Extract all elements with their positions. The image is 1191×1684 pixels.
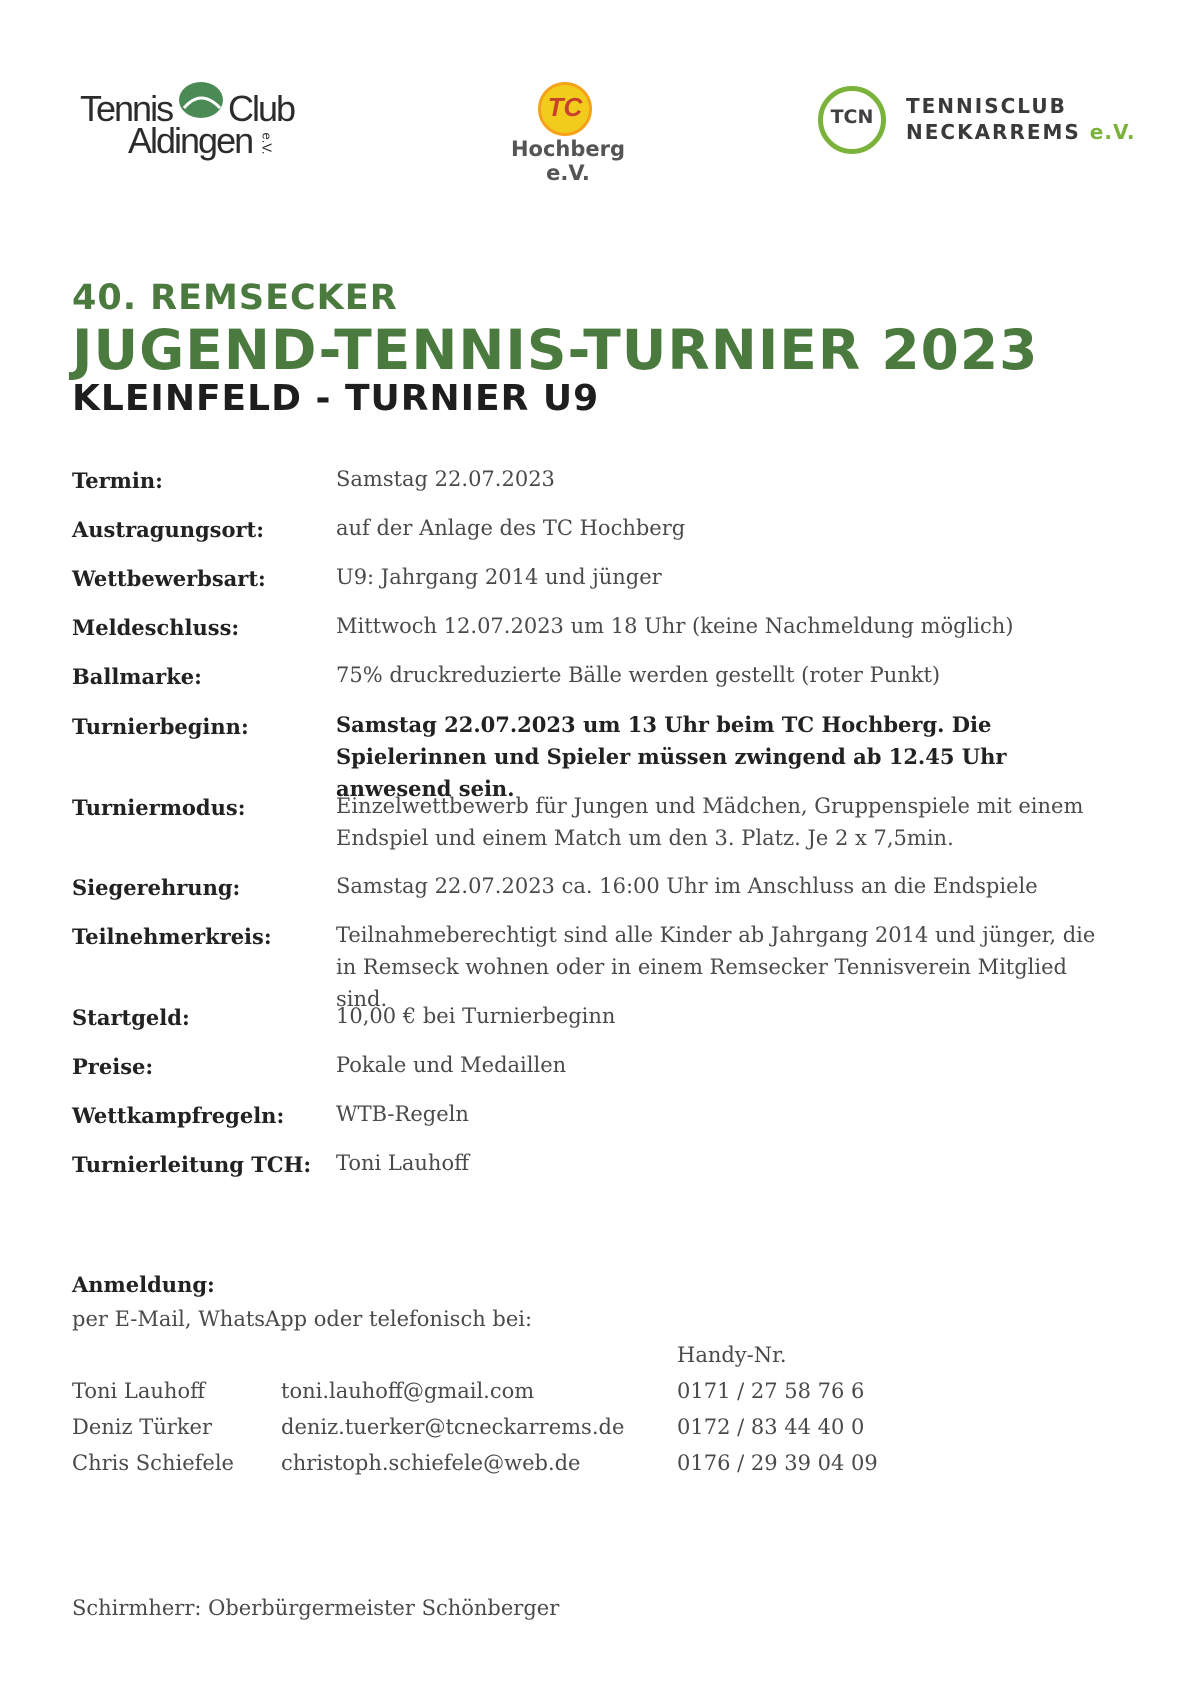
info-label: Wettkampfregeln:	[72, 1103, 285, 1128]
info-value: 10,00 € bei Turnierbeginn	[336, 1004, 616, 1028]
info-label: Termin:	[72, 468, 163, 493]
logo-text: TENNISCLUB	[906, 94, 1067, 118]
info-label: Preise:	[72, 1054, 154, 1079]
info-label: Wettbewerbsart:	[72, 566, 266, 591]
logo-text: Hochberg e.V.	[510, 137, 626, 185]
contact-name: Deniz Türker	[72, 1415, 213, 1439]
info-value: Pokale und Medaillen	[336, 1053, 567, 1077]
info-value: Samstag 22.07.2023 ca. 16:00 Uhr im Anschluss an die Endspiele	[336, 874, 1038, 898]
info-value: WTB-Regeln	[336, 1102, 469, 1126]
logo-badge: TC	[547, 92, 583, 122]
page-title: JUGEND-TENNIS-TURNIER 2023	[72, 318, 1039, 382]
logo-text	[906, 120, 1135, 144]
logo-text: e.V.	[259, 132, 275, 155]
tennis-club-aldingen-logo	[80, 78, 310, 168]
info-value: auf der Anlage des TC Hochberg	[336, 516, 686, 540]
contact-phone: 0176 / 29 39 04 09	[677, 1451, 878, 1475]
info-label: Siegerehrung:	[72, 875, 241, 900]
contact-name: Chris Schiefele	[72, 1451, 234, 1475]
logo-text: e.V.	[1089, 120, 1136, 144]
info-label: Ballmarke:	[72, 664, 202, 689]
info-value: Samstag 22.07.2023 um 13 Uhr beim TC Hochberg. Die Spielerinnen und Spieler müssen zwingend ab 12.45 Uhr anwesend sein.	[336, 712, 1007, 801]
info-label: Austragungsort:	[72, 517, 265, 542]
info-value: Einzelwettbewerb für Jungen und Mädchen, Gruppenspiele mit einem Endspiel und einem Match um den 3. Platz. Je 2 x 7,5min.	[336, 794, 1084, 850]
phone-column-header: Handy-Nr.	[677, 1343, 787, 1367]
info-label: Turnierbeginn:	[72, 714, 249, 739]
contact-email[interactable]: toni.lauhoff@gmail.com	[281, 1379, 535, 1403]
info-value: 75% druckreduzierte Bälle werden gestellt (roter Punkt)	[336, 663, 941, 687]
contact-phone: 0172 / 83 44 40 0	[677, 1415, 865, 1439]
info-value: Toni Lauhoff	[336, 1151, 470, 1175]
logo-text: Club	[228, 88, 295, 129]
contact-phone: 0171 / 27 58 76 6	[677, 1379, 865, 1403]
contact-email[interactable]: christoph.schiefele@web.de	[281, 1451, 581, 1475]
info-value: Mittwoch 12.07.2023 um 18 Uhr (keine Nachmeldung möglich)	[336, 614, 1014, 638]
title-edition: 40. REMSECKER	[72, 278, 398, 318]
registration-title: Anmeldung:	[72, 1272, 215, 1297]
info-label: Turniermodus:	[72, 795, 246, 820]
tennisclub-neckarrems-logo	[818, 86, 1138, 162]
logo-badge: TCN	[830, 106, 874, 128]
logo-text: Tennis	[80, 88, 173, 129]
contact-email[interactable]: deniz.tuerker@tcneckarrems.de	[281, 1415, 625, 1439]
info-value: Teilnahmeberechtigt sind alle Kinder ab Jahrgang 2014 und jünger, die in Remseck wohnen oder in einem Remsecker Tennisverein Mitglied sind.	[336, 923, 1096, 1011]
logo-header	[0, 0, 1191, 200]
contact-name: Toni Lauhoff	[72, 1379, 206, 1403]
registration-subtitle: per E-Mail, WhatsApp oder telefonisch bei:	[72, 1307, 533, 1331]
tc-hochberg-logo	[488, 82, 648, 185]
info-label: Turnierleitung TCH:	[72, 1152, 312, 1177]
logo-text: NECKARREMS	[906, 120, 1081, 144]
info-value: Samstag 22.07.2023	[336, 467, 555, 491]
info-label: Teilnehmerkreis:	[72, 924, 272, 949]
logo-text: Aldingen	[128, 120, 253, 161]
info-label: Startgeld:	[72, 1005, 190, 1030]
page-subtitle: KLEINFELD - TURNIER U9	[72, 378, 600, 419]
info-label: Meldeschluss:	[72, 615, 240, 640]
patron-note: Schirmherr: Oberbürgermeister Schönberger	[72, 1596, 560, 1620]
info-value: U9: Jahrgang 2014 und jünger	[336, 565, 662, 589]
